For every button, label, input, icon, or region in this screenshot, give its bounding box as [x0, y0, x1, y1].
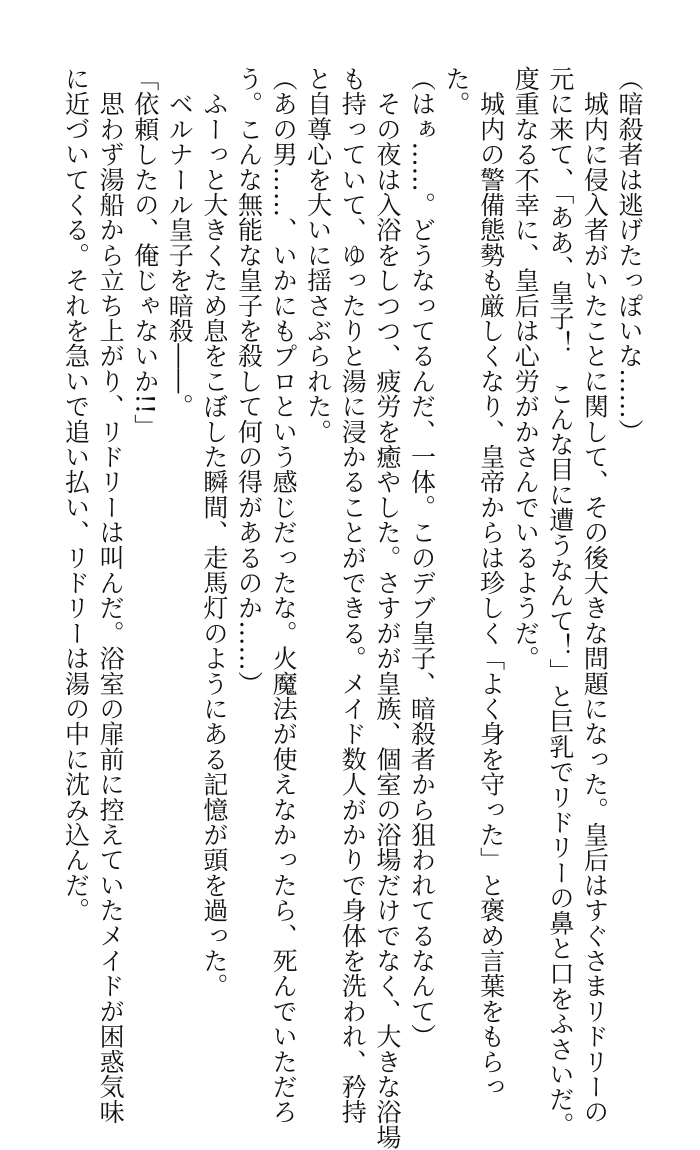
text-line: ふーっと大きくため息をこぼした瞬間、走馬灯のようにある記憶が頭を過った。 — [199, 66, 229, 999]
text-line: （はぁ……。どうなってるんだ、一体。このデブ皇子、暗殺者から狙われてるなんて） — [407, 66, 437, 1049]
text-line: に近づいてくる。それを急いで追い払い、リドリーは湯の中に沈み込んだ。 — [61, 66, 91, 923]
text-line: 「依頼したの、俺じゃないか!!」 — [130, 66, 160, 440]
text-line: （あの男……、いかにもプロという感じだったな。火魔法が使えなかったら、死んでいただろ — [269, 66, 299, 1125]
text-line: も持っていて、ゆったりと湯に浸かることができる。メイド数人がかりで身体を洗われ、矜持 — [338, 66, 368, 1125]
text-line: た。 — [442, 66, 472, 117]
text-line: う。こんな無能な皇子を殺して何の得があるのか……） — [234, 66, 264, 696]
text-line: 元に来て、「ああ、皇子！ こんな目に遭うなんて！」と巨乳でリドリーの鼻と口をふさいだ。 — [545, 66, 575, 1138]
text-line: その夜は入浴をしつつ、疲労を癒やした。さすがが皇族、個室の浴場だけでなく、大きな浴場 — [372, 66, 402, 1150]
vertical-text-body — [58, 66, 646, 1150]
text-line: 度重なる不幸に、皇后は心労がかさんでいるようだ。 — [511, 66, 541, 671]
text-line: （暗殺者は逃げたっぽいな……） — [615, 66, 644, 444]
text-line: と自尊心を大いに揺さぶられた。 — [303, 66, 333, 444]
text-line: ベルナール皇子を暗殺――。 — [165, 66, 195, 419]
text-line: 城内の警備態勢も厳しくなり、皇帝からは珍しく「よく身を守った」と褒め言葉をもらっ — [476, 66, 506, 1100]
text-line: 思わず湯船から立ち上がり、リドリーは叫んだ。浴室の扉前に控えていたメイドが困惑気味 — [96, 66, 126, 1125]
text-line: 城内に侵入者がいたことに関して、その後大きな問題になった。皇后はすぐさまリドリーの — [580, 66, 610, 1125]
